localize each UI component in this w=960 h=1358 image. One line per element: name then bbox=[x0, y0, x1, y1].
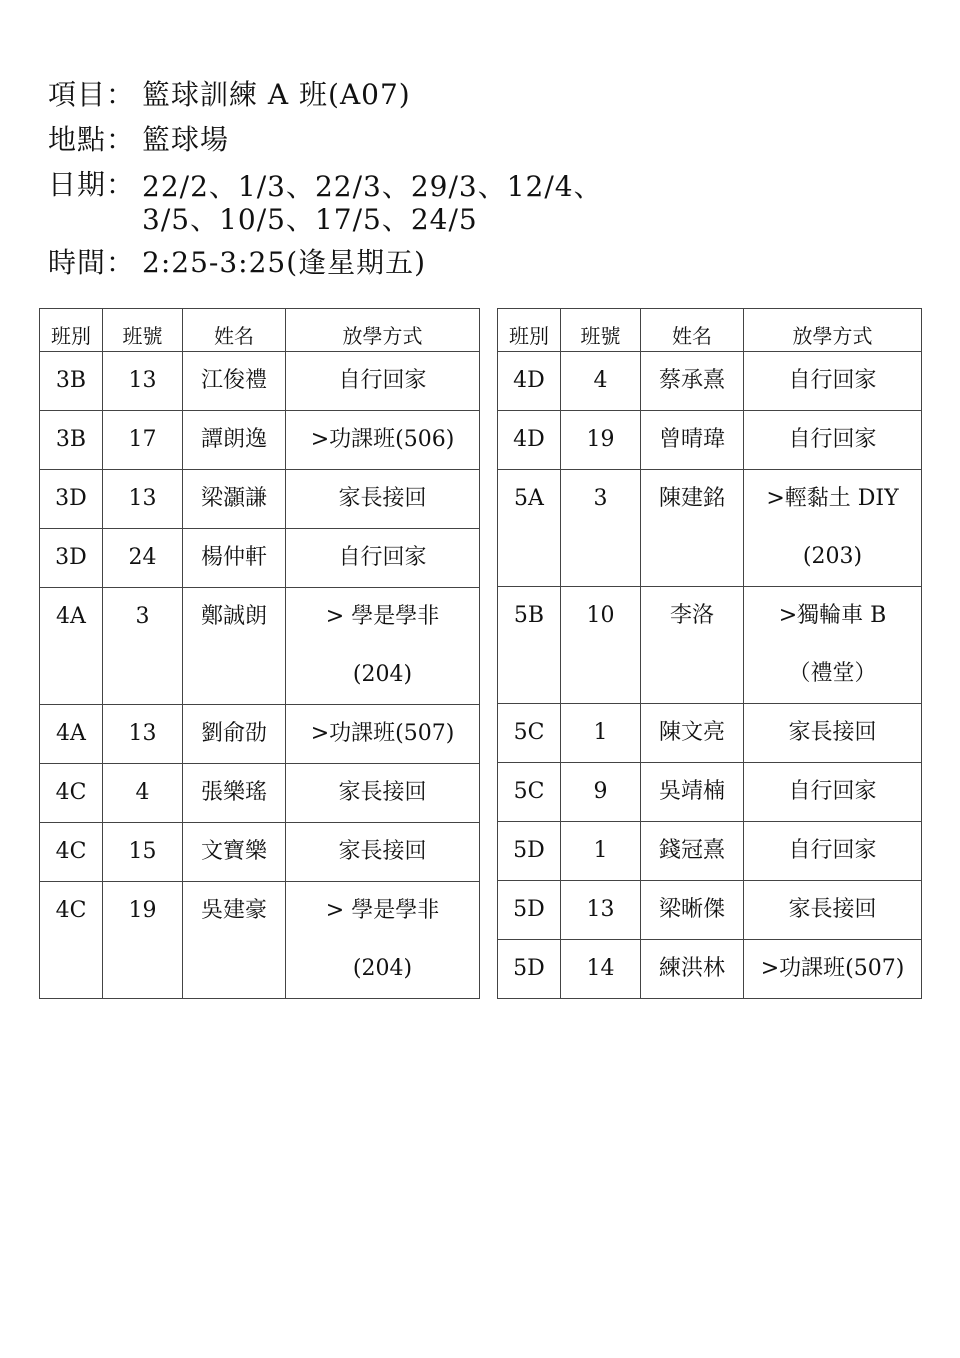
name-cell-text: 陳建銘 bbox=[658, 486, 725, 511]
class-cell bbox=[40, 588, 103, 705]
number-cell-text: 13 bbox=[128, 721, 157, 746]
table-header-row bbox=[40, 309, 480, 352]
class-cell-text: 5D bbox=[513, 897, 545, 922]
name-cell bbox=[641, 940, 744, 999]
class-cell bbox=[40, 705, 103, 764]
dismissal-cell bbox=[744, 411, 922, 470]
table-row bbox=[498, 940, 922, 999]
table-row bbox=[498, 587, 922, 704]
number-cell-text: 3 bbox=[135, 604, 150, 629]
name-cell-text: 梁灝謙 bbox=[200, 486, 267, 511]
table-row bbox=[498, 411, 922, 470]
col-header-name: 姓名 bbox=[641, 309, 744, 352]
number-cell bbox=[561, 940, 641, 999]
dismissal-cell bbox=[744, 822, 922, 881]
number-cell-text: 15 bbox=[128, 839, 157, 864]
name-cell bbox=[183, 823, 286, 882]
dismissal-cell bbox=[286, 823, 480, 882]
name-cell bbox=[641, 587, 744, 704]
dismissal-cell bbox=[744, 763, 922, 822]
dismissal-cell bbox=[286, 411, 480, 470]
roster-table-right bbox=[497, 308, 922, 999]
class-cell-text: 3B bbox=[55, 368, 87, 393]
dismissal-cell bbox=[286, 588, 480, 705]
dismissal-cell bbox=[286, 529, 480, 588]
col-header-number: 班號 bbox=[561, 309, 641, 352]
name-cell-text: 梁晰傑 bbox=[658, 897, 725, 922]
col-header-class: 班別 bbox=[40, 309, 103, 352]
number-cell-text: 13 bbox=[586, 897, 615, 922]
name-cell-text: 曾晴瑋 bbox=[658, 427, 725, 452]
dismissal-cell-text: 家長接回 bbox=[788, 897, 877, 922]
class-cell-text: 5B bbox=[513, 603, 545, 628]
name-cell-text: 李洛 bbox=[669, 603, 714, 628]
number-cell bbox=[103, 470, 183, 529]
name-cell-text: 錢冠熹 bbox=[658, 838, 725, 863]
name-cell bbox=[641, 881, 744, 940]
table-row bbox=[40, 823, 480, 882]
date-value-line2: 3/5、10/5、17/5、24/5 bbox=[142, 202, 478, 236]
name-cell bbox=[641, 411, 744, 470]
number-cell-text: 14 bbox=[586, 956, 615, 981]
number-cell bbox=[561, 881, 641, 940]
class-cell bbox=[498, 470, 561, 587]
number-cell bbox=[561, 411, 641, 470]
class-cell bbox=[498, 822, 561, 881]
class-cell bbox=[498, 704, 561, 763]
number-cell bbox=[561, 470, 641, 587]
activity-header bbox=[48, 80, 603, 292]
number-cell bbox=[561, 704, 641, 763]
col-header-class: 班別 bbox=[498, 309, 561, 352]
item-label: 項目： bbox=[48, 78, 136, 111]
name-cell bbox=[641, 470, 744, 587]
class-cell-text: 5A bbox=[514, 486, 544, 511]
dismissal-cell-text: 自行回家 bbox=[338, 368, 427, 393]
dismissal-cell-text: 自行回家 bbox=[788, 427, 877, 452]
place-value: 籃球場 bbox=[142, 122, 230, 156]
name-cell-text: 劉俞劭 bbox=[200, 721, 267, 746]
dismissal-cell bbox=[286, 764, 480, 823]
class-cell-text: 3D bbox=[55, 486, 87, 511]
table-row bbox=[40, 705, 480, 764]
class-cell bbox=[40, 764, 103, 823]
dismissal-cell-text: 家長接回 bbox=[338, 486, 427, 511]
name-cell-text: 吳建豪 bbox=[200, 898, 267, 923]
dismissal-cell bbox=[286, 705, 480, 764]
name-cell bbox=[641, 763, 744, 822]
table-row bbox=[40, 529, 480, 588]
name-cell bbox=[641, 704, 744, 763]
class-cell-text: 4D bbox=[513, 368, 545, 393]
col-header-name: 姓名 bbox=[183, 309, 286, 352]
class-cell-text: 4D bbox=[513, 427, 545, 452]
table-row bbox=[498, 822, 922, 881]
place-line bbox=[48, 122, 603, 156]
name-cell bbox=[641, 352, 744, 411]
name-cell-text: 譚朗逸 bbox=[200, 427, 267, 452]
dismissal-cell-text: >獨輪車 B （禮堂） bbox=[778, 603, 887, 686]
class-cell bbox=[40, 882, 103, 999]
dismissal-cell bbox=[744, 352, 922, 411]
dismissal-cell-text: 自行回家 bbox=[788, 838, 877, 863]
class-cell bbox=[40, 470, 103, 529]
dismissal-cell-text: 家長接回 bbox=[338, 839, 427, 864]
name-cell-text: 江俊禮 bbox=[200, 368, 267, 393]
number-cell bbox=[103, 764, 183, 823]
table-row bbox=[40, 411, 480, 470]
name-cell-text: 文寶樂 bbox=[200, 839, 267, 864]
name-cell-text: 張樂瑤 bbox=[200, 780, 267, 805]
number-cell-text: 1 bbox=[593, 720, 608, 745]
class-cell bbox=[40, 411, 103, 470]
place-label: 地點： bbox=[48, 122, 136, 156]
dismissal-cell-text: 家長接回 bbox=[788, 720, 877, 745]
name-cell-text: 楊仲軒 bbox=[200, 545, 267, 570]
table-row bbox=[40, 470, 480, 529]
number-cell bbox=[561, 763, 641, 822]
class-cell-text: 4C bbox=[55, 780, 87, 805]
dismissal-cell bbox=[744, 881, 922, 940]
number-cell bbox=[103, 352, 183, 411]
name-cell bbox=[183, 529, 286, 588]
name-cell-text: 陳文亮 bbox=[658, 720, 725, 745]
table-row bbox=[40, 764, 480, 823]
class-cell-text: 3D bbox=[55, 545, 87, 570]
table-row bbox=[40, 352, 480, 411]
table-row bbox=[40, 882, 480, 999]
number-cell-text: 1 bbox=[593, 838, 608, 863]
class-cell-text: 4A bbox=[56, 721, 86, 746]
dismissal-cell bbox=[286, 882, 480, 999]
number-cell bbox=[103, 588, 183, 705]
number-cell bbox=[103, 882, 183, 999]
name-cell bbox=[183, 764, 286, 823]
class-cell-text: 3B bbox=[55, 427, 87, 452]
dismissal-cell-text: >功課班(507) bbox=[760, 956, 905, 981]
number-cell-text: 13 bbox=[128, 368, 157, 393]
name-cell-text: 蔡承熹 bbox=[658, 368, 725, 393]
number-cell bbox=[103, 529, 183, 588]
number-cell-text: 19 bbox=[128, 898, 157, 923]
dismissal-cell bbox=[286, 470, 480, 529]
number-cell bbox=[561, 822, 641, 881]
dismissal-cell bbox=[744, 704, 922, 763]
dismissal-cell bbox=[744, 587, 922, 704]
class-cell-text: 5D bbox=[513, 838, 545, 863]
table-row bbox=[498, 704, 922, 763]
number-cell-text: 4 bbox=[135, 780, 150, 805]
class-cell-text: 4A bbox=[56, 604, 86, 629]
class-cell-text: 4C bbox=[55, 839, 87, 864]
number-cell-text: 9 bbox=[593, 779, 608, 804]
name-cell bbox=[183, 411, 286, 470]
table-header-row bbox=[498, 309, 922, 352]
class-cell bbox=[40, 529, 103, 588]
number-cell-text: 19 bbox=[586, 427, 615, 452]
number-cell-text: 24 bbox=[128, 545, 157, 570]
class-cell-text: 4C bbox=[55, 898, 87, 923]
dismissal-cell bbox=[744, 940, 922, 999]
roster-table-left bbox=[39, 308, 480, 999]
time-line bbox=[48, 245, 603, 279]
number-cell bbox=[103, 823, 183, 882]
name-cell bbox=[183, 705, 286, 764]
name-cell bbox=[183, 470, 286, 529]
class-cell-text: 5C bbox=[513, 779, 545, 804]
number-cell-text: 4 bbox=[593, 368, 608, 393]
class-cell bbox=[40, 823, 103, 882]
number-cell-text: 17 bbox=[128, 427, 157, 452]
class-cell bbox=[498, 587, 561, 704]
date-value-line1: 22/2、1/3、22/3、29/3、12/4、 bbox=[142, 169, 603, 203]
number-cell-text: 13 bbox=[128, 486, 157, 511]
dismissal-cell-text: > 學是學非 (204) bbox=[325, 898, 440, 981]
dismissal-cell-text: 自行回家 bbox=[338, 545, 427, 570]
dismissal-cell-text: >輕黏土 DIY (203) bbox=[766, 486, 899, 569]
date-line bbox=[48, 167, 603, 236]
class-cell bbox=[498, 940, 561, 999]
time-label: 時間： bbox=[48, 245, 136, 279]
number-cell-text: 10 bbox=[586, 603, 615, 628]
dismissal-cell bbox=[744, 470, 922, 587]
number-cell bbox=[561, 352, 641, 411]
number-cell bbox=[103, 411, 183, 470]
col-header-dismissal: 放學方式 bbox=[744, 309, 922, 352]
name-cell bbox=[183, 352, 286, 411]
class-cell bbox=[498, 411, 561, 470]
class-cell-text: 5D bbox=[513, 956, 545, 981]
name-cell bbox=[183, 588, 286, 705]
number-cell bbox=[103, 705, 183, 764]
name-cell-text: 鄭誠朗 bbox=[200, 604, 267, 629]
class-cell bbox=[40, 352, 103, 411]
table-row bbox=[498, 470, 922, 587]
col-header-dismissal: 放學方式 bbox=[286, 309, 480, 352]
time-value: 2:25-3:25(逢星期五) bbox=[142, 245, 427, 279]
table-row bbox=[498, 352, 922, 411]
class-cell-text: 5C bbox=[513, 720, 545, 745]
dismissal-cell-text: > 學是學非 (204) bbox=[325, 604, 440, 687]
table-row bbox=[498, 763, 922, 822]
name-cell bbox=[641, 822, 744, 881]
class-cell bbox=[498, 352, 561, 411]
number-cell-text: 3 bbox=[593, 486, 608, 511]
class-cell bbox=[498, 881, 561, 940]
name-cell-text: 練洪林 bbox=[658, 956, 725, 981]
name-cell bbox=[183, 882, 286, 999]
item-value: 籃球訓練 A 班(A07) bbox=[142, 78, 411, 111]
table-row bbox=[40, 588, 480, 705]
item-line bbox=[48, 80, 603, 111]
class-cell bbox=[498, 763, 561, 822]
col-header-number: 班號 bbox=[103, 309, 183, 352]
number-cell bbox=[561, 587, 641, 704]
table-row bbox=[498, 881, 922, 940]
date-label: 日期： bbox=[48, 167, 136, 201]
name-cell-text: 吳靖楠 bbox=[658, 779, 725, 804]
dismissal-cell-text: 家長接回 bbox=[338, 780, 427, 805]
dismissal-cell-text: 自行回家 bbox=[788, 779, 877, 804]
dismissal-cell-text: 自行回家 bbox=[788, 368, 877, 393]
dismissal-cell-text: >功課班(507) bbox=[310, 721, 455, 746]
dismissal-cell bbox=[286, 352, 480, 411]
dismissal-cell-text: >功課班(506) bbox=[310, 427, 455, 452]
